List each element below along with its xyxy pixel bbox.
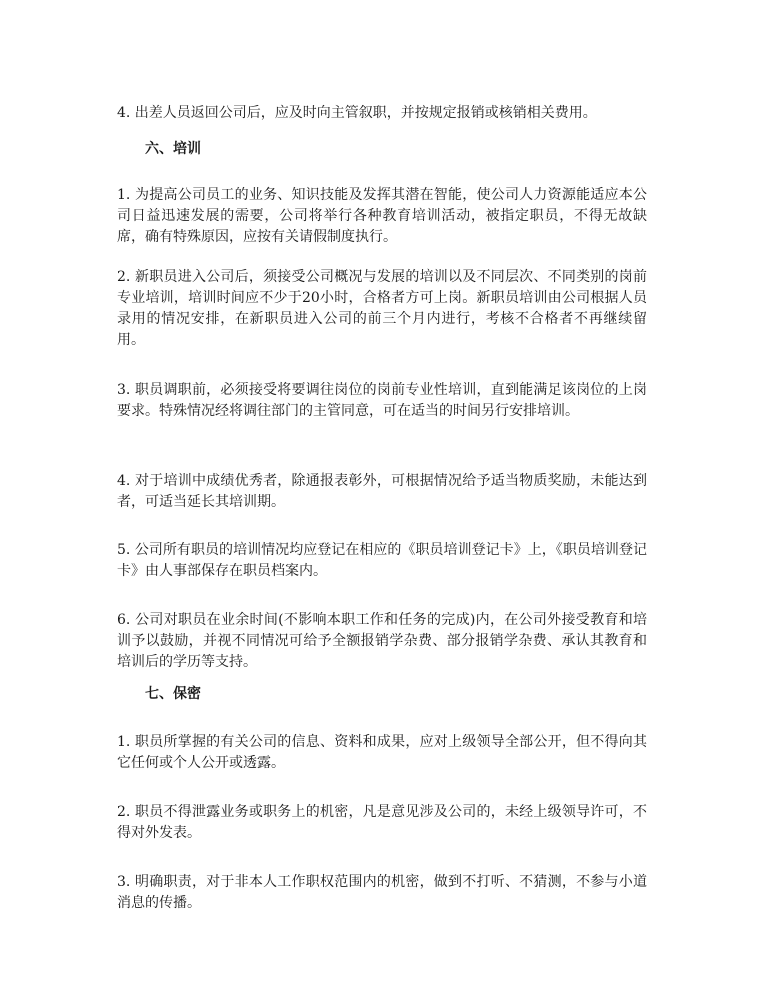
section-heading-training: 六、培训 [145, 141, 201, 157]
paragraph-confidentiality-3: 3. 明确职责，对于非本人工作职权范围内的机密，做到不打听、不猜测，不参与小道消息的传播。 [117, 874, 647, 911]
paragraph-training-6: 6. 公司对职员在业余时间(不影响本职工作和任务的完成)内，在公司外接受教育和培训予以鼓励，并视不同情况可给予全额报销学杂费、部分报销学杂费、承认其教育和培训后的学历等支持。 [117, 612, 647, 670]
paragraph-confidentiality-2: 2. 职员不得泄露业务或职务上的机密，凡是意见涉及公司的，未经上级领导许可，不得对外发表。 [117, 804, 647, 841]
paragraph-training-3: 3. 职员调职前，必须接受将要调往岗位的岗前专业性培训，直到能满足该岗位的上岗要求。特殊情况经将调往部门的主管同意，可在适当的时间另行安排培训。 [117, 382, 647, 419]
paragraph-training-4: 4. 对于培训中成绩优秀者，除通报表彰外，可根据情况给予适当物质奖励，未能达到者，可适当延长其培训期。 [117, 473, 647, 510]
paragraph-training-5: 5. 公司所有职员的培训情况均应登记在相应的《职员培训登记卡》上，《职员培训登记卡》由人事部保存在职员档案内。 [117, 542, 647, 579]
paragraph-training-1: 1. 为提高公司员工的业务、知识技能及发挥其潜在智能，使公司人力资源能适应本公司日益迅速发展的需要，公司将举行各种教育培训活动，被指定职员，不得无故缺席，确有特殊原因，应按有关请假制度执行。 [117, 187, 647, 245]
paragraph-confidentiality-1: 1. 职员所掌握的有关公司的信息、资料和成果，应对上级领导全部公开，但不得向其它任何或个人公开或透露。 [117, 734, 647, 771]
paragraph-training-2: 2. 新职员进入公司后，须接受公司概况与发展的培训以及不同层次、不同类别的岗前专业培训，培训时间应不少于20小时，合格者方可上岗。新职员培训由公司根据人员录用的情况安排，在新职员进入公司的前三个月内进行，考核不合格者不再继续留用。 [117, 269, 647, 348]
paragraph-travel-4: 4. 出差人员返回公司后，应及时向主管叙职，并按规定报销或核销相关费用。 [117, 105, 597, 121]
section-heading-confidentiality: 七、保密 [145, 686, 201, 702]
